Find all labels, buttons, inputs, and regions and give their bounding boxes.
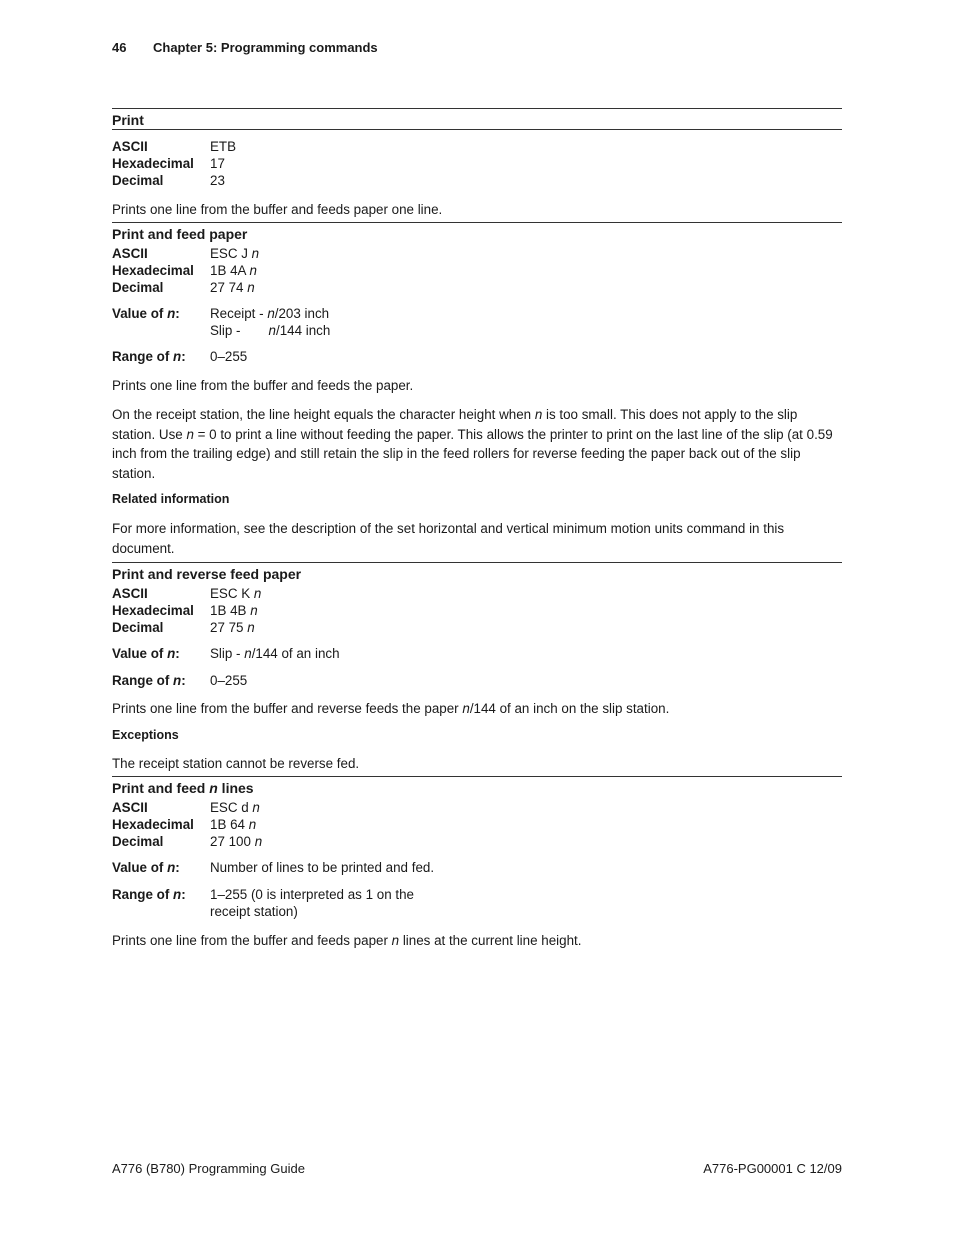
section-title-print: Print (112, 108, 842, 130)
hex-label: Hexadecimal (112, 263, 194, 278)
ascii-row (112, 138, 842, 155)
value-of-n-row (112, 645, 842, 662)
value-of-n-row (112, 305, 842, 339)
value-of-n-label: Value of n: (112, 306, 180, 321)
ascii-row (112, 245, 842, 262)
section-title-print-and-feed-paper: Print and feed paper (112, 222, 842, 243)
footer-left: A776 (B780) Programming Guide (112, 1161, 305, 1176)
dec-label: Decimal (112, 620, 164, 636)
range-of-n-row (112, 886, 842, 920)
value-of-n-label: Value of n: (112, 646, 180, 662)
range-of-n-label: Range of n: (112, 349, 186, 364)
hex-label: Hexadecimal (112, 817, 194, 833)
hex-row (112, 816, 842, 833)
range-of-n-row (112, 672, 842, 689)
description: Prints one line from the buffer and reverse feeds the paper n/144 of an inch on the slip station. (112, 701, 670, 717)
dec-value: 27 74 n (210, 280, 255, 295)
exceptions-text: The receipt station cannot be reverse fed. (112, 756, 360, 772)
ascii-value: ESC K n (210, 586, 262, 602)
dec-row (112, 833, 842, 850)
ascii-row (112, 799, 842, 816)
dec-value: 27 100 n (210, 834, 263, 850)
value-of-n-value: Slip - n/144 of an inch (210, 646, 340, 662)
ascii-row (112, 585, 842, 602)
hex-row (112, 262, 842, 279)
ascii-value: ESC d n (210, 800, 260, 816)
dec-row (112, 279, 842, 296)
range-of-n-label: Range of n: (112, 673, 186, 689)
ascii-value: ETB (210, 139, 237, 154)
description: Prints one line from the buffer and feeds paper one line. (112, 202, 443, 217)
dec-row (112, 172, 842, 189)
ascii-label: ASCII (112, 586, 148, 602)
range-of-n-label: Range of n: (112, 887, 186, 903)
dec-label: Decimal (112, 173, 164, 188)
range-of-n-row (112, 348, 842, 365)
hex-label: Hexadecimal (112, 603, 194, 619)
dec-row (112, 619, 842, 636)
footer-right: A776-PG00001 C 12/09 (703, 1161, 842, 1176)
ascii-value: ESC J n (210, 246, 260, 261)
related-information-heading: Related information (112, 491, 230, 506)
description: Prints one line from the buffer and feeds paper n lines at the current line height. (112, 933, 582, 949)
range-of-n-value: 0–255 (210, 673, 248, 689)
hex-value: 1B 4B n (210, 603, 258, 619)
value-of-n-label: Value of n: (112, 860, 180, 876)
section-title-print-and-feed-n-lines: Print and feed n lines (112, 776, 842, 797)
related-information-text: For more information, see the description of the set horizontal and vertical minimum motion units command in this document. (112, 520, 785, 556)
hex-row (112, 602, 842, 619)
section-title-print-and-reverse-feed-paper: Print and reverse feed paper (112, 562, 842, 583)
chapter-title: Chapter 5: Programming commands (153, 40, 378, 55)
ascii-label: ASCII (112, 800, 148, 816)
page-content (112, 108, 842, 949)
ascii-label: ASCII (112, 139, 148, 154)
description: On the receipt station, the line height equals the character height when n is too small. This does not apply to the slip station. Use n = 0 to print a line without feeding the paper. This allows the printer to print on the last line of the slip (at 0.59 inch from the trailing edge) and still retain the slip in the feed rollers for reverse feeding the paper back out of the slip station. (112, 407, 833, 482)
value-of-n-row (112, 859, 842, 876)
hex-value: 1B 64 n (210, 817, 257, 833)
hex-row (112, 155, 842, 172)
dec-value: 23 (210, 173, 225, 188)
hex-value: 1B 4A n (210, 263, 257, 278)
dec-value: 27 75 n (210, 620, 255, 636)
dec-label: Decimal (112, 280, 164, 295)
value-of-n-value: Receipt - n/203 inch Slip - n/144 inch (210, 306, 331, 338)
description: Prints one line from the buffer and feeds the paper. (112, 378, 414, 393)
hex-value: 17 (210, 156, 225, 171)
hex-label: Hexadecimal (112, 156, 194, 171)
dec-label: Decimal (112, 834, 164, 850)
value-of-n-value: Number of lines to be printed and fed. (210, 860, 435, 876)
exceptions-heading: Exceptions (112, 728, 179, 743)
ascii-label: ASCII (112, 246, 148, 261)
range-of-n-value: 1–255 (0 is interpreted as 1 on the receipt station) (210, 887, 414, 920)
range-of-n-value: 0–255 (210, 349, 248, 364)
page-number: 46 (112, 40, 127, 55)
